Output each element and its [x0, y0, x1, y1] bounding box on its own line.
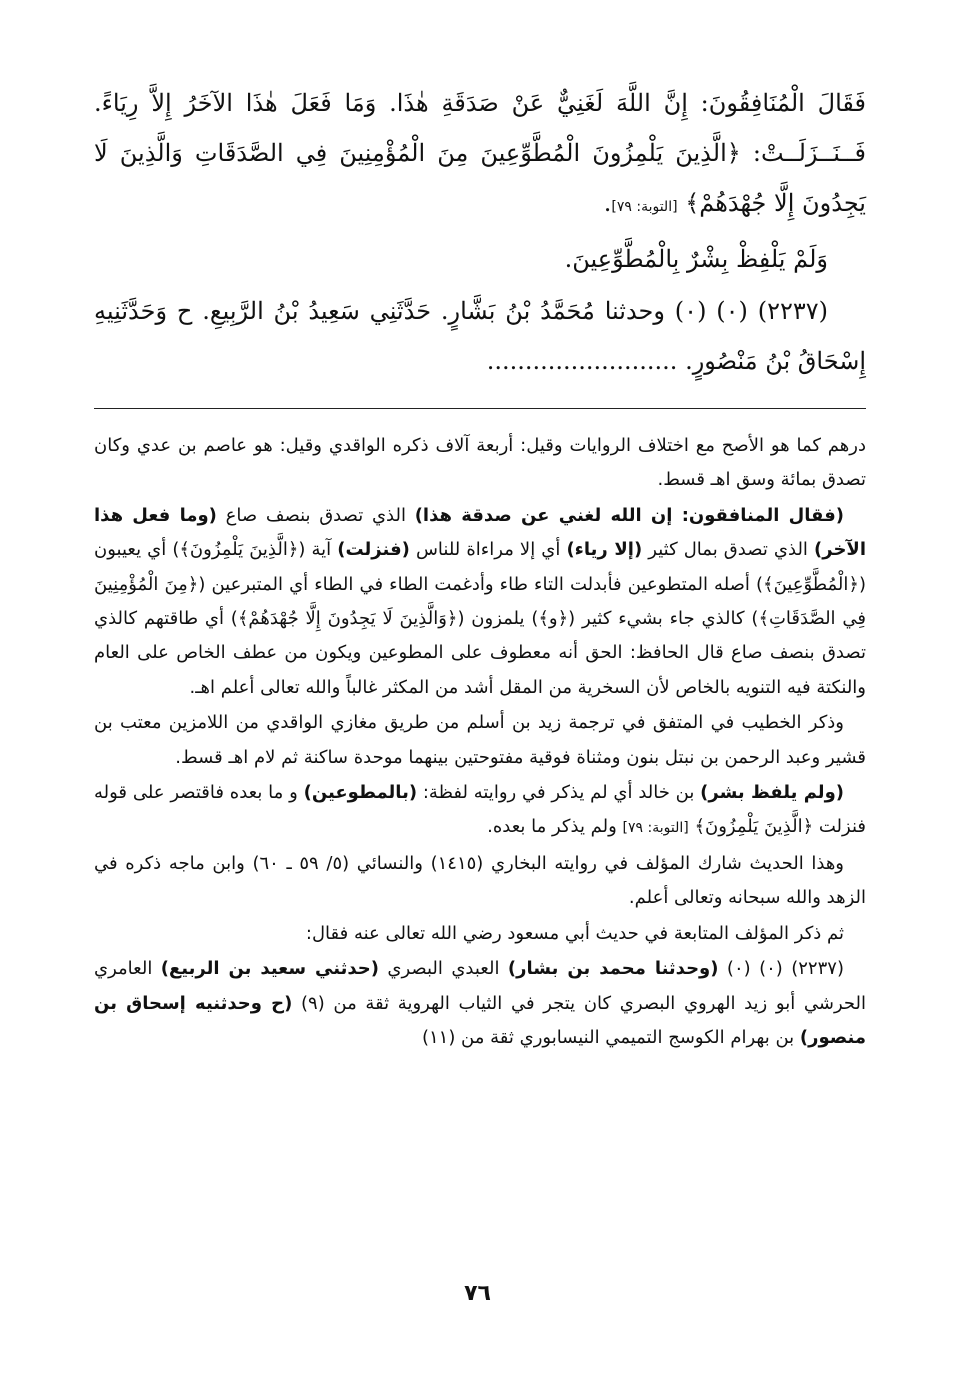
commentary-paragraph-7: [94, 952, 866, 1055]
commentary-paragraph-3: وذكر الخطيب في المتفق في ترجمة زيد بن أسلم من طريق مغازي الواقدي من اللامزين معتب بن قشير وعبد الرحمن بن نبتل بنون ومثناة فوقية مفتوحتين بينهما موحدة ساكنة ثم لام اهـ قسط.: [94, 712, 866, 768]
commentary-text: ) أي طاقتهم كالذي تصدق بنصف صاع قال الحافظ: الحق أنه معطوف على المطوعين ويكون من عطف الخاص على العام والنكتة فيه التنويه بالخاص لأن السخرية من المقل أشد من المكثر غالباً والله تعالى أعلم اهـ.: [94, 608, 866, 698]
bold-quote: (إلا رياء): [566, 539, 643, 561]
commentary-text: ) أصله المتطوعين فأبدلت التاء طاء وأدغمت الطاء في الطاء أي المتبرعين (: [198, 573, 764, 595]
quran-quote: ﴿مِنَ الْمُؤْمِنِينَ فِي الصَّدَقَاتِ﴾: [94, 573, 867, 630]
commentary-paragraph-4: [94, 776, 866, 846]
commentary-text: (٢٢٣٧) (٠) (٠): [718, 958, 844, 980]
commentary-paragraph-5: وهذا الحديث شارك المؤلف في روايته البخاري (١٤١٥) والنسائي (٥/ ٥٩ ـ ٦٠) وابن ماجه ذكره في الزهد والله سبحانه وتعالى أعلم.: [94, 852, 866, 909]
commentary-text: أي إلا مراءاة للناس: [409, 539, 567, 561]
commentary-text: ) كالذي جاء بشيء كثير (: [568, 608, 759, 630]
bold-quote: (فنزلت): [337, 539, 410, 561]
commentary-text: بن بهرام الكوسج التميمي النيسابوري ثقة من (١١): [421, 1026, 800, 1048]
commentary-paragraph-2: [94, 499, 866, 705]
verse-reference: [التوبة: ٧٩]: [622, 820, 689, 837]
commentary-text: ) أي يعيبون (: [94, 539, 866, 595]
commentary-text: بن خالد أي لم يذكر في روايته لفظة:: [417, 782, 701, 804]
bold-quote: (وحدثنا محمد بن بشار): [507, 958, 719, 980]
commentary-paragraph-6: ثم ذكر المؤلف المتابعة في حديث أبي مسعود رضي الله تعالى عنه فقال:: [305, 922, 844, 944]
dotted-leader: .........................: [486, 347, 678, 375]
page-number: ٧٦: [464, 1281, 491, 1306]
main-paragraph-1: [94, 78, 866, 232]
quran-quote: ﴿وَالَّذِينَ لَا يَجِدُونَ إِلَّا جُهْدَهُمْ﴾: [237, 608, 458, 630]
main-paragraph-2: وَلَمْ يَلْفِظْ بِشْرٌ بِالْمُطَّوِّعِينَ.: [564, 245, 828, 273]
commentary-text: ) يلمزون (: [457, 608, 539, 630]
main-paragraph-3: [94, 286, 866, 386]
commentary-paragraph-1: درهم كما هو الأصح مع اختلاف الروايات وقيل: أربعة آلاف ذكره الواقدي وقيل: هو عاصم بن عدي وكان تصدق بمائة وسق اهـ قسط.: [94, 435, 866, 491]
bold-quote: (حدثني سعيد بن الربيع): [160, 958, 379, 980]
bold-quote: (وما فعل هذا الآخر): [94, 504, 866, 561]
quran-quote: ﴿الَّذِينَ يَلْمِزُونَ﴾: [694, 816, 814, 838]
hadith-chain: (٢٢٣٧) (٠) (٠) وحدثنا مُحَمَّدُ بْنُ بَشَّارٍ. حَدَّثَنِي سَعِيدُ بْنُ الرَّبِيعِ. ح وَحَدَّثَنِيهِ إِسْحَاقُ بْنُ مَنْصُورٍ.: [94, 297, 866, 375]
bold-quote: (فقال المنافقون: إن الله لغني عن صدقة هذا): [414, 504, 844, 526]
verse-reference: [التوبة: ٧٩]: [611, 199, 678, 215]
commentary-text: الذي تصدق بمال كثير: [642, 539, 815, 561]
main-text-line: فَقَالَ الْمُنَافِقُونَ: إِنَّ اللَّهَ لَغَنِيٌّ عَنْ صَدَقَةِ هٰذَا. وَمَا فَعَلَ هٰذَا الآخَرُ إِلاَّ رِيَاءً. فَــنَــزَلَــتْ:: [94, 89, 866, 167]
commentary: [94, 429, 866, 1055]
footnote-divider: [94, 408, 866, 409]
commentary-text: آية (: [298, 539, 338, 561]
quran-quote: ﴿الْمُطَّوِّعِينَ﴾: [763, 573, 859, 595]
commentary-text: و ما بعده فاقتصر على قوله فنزلت: [94, 782, 866, 838]
commentary-text: الذي تصدق بنصف صاع: [216, 504, 415, 526]
commentary-text: العامري الحرشي أبو زيد الهروي البصري كان يتجر في الثياب الهروية ثقة من (٩): [94, 958, 866, 1014]
quran-quote: ﴿الَّذِينَ يَلْمِزُونَ﴾: [179, 539, 299, 561]
quran-verse: ﴿الَّذِينَ يَلْمِزُونَ الْمُطَّوِّعِينَ مِنَ الْمُؤْمِنِينَ فِي الصَّدَقَاتِ وَالَّذِينَ لَا يَجِدُونَ إِلَّا جُهْدَهُمْ﴾: [94, 139, 866, 217]
bold-quote: (ح وحدثنيه إسحاق بن منصور): [94, 992, 866, 1048]
main-text-line: .: [603, 189, 612, 217]
quran-quote: ﴿و﴾: [538, 608, 569, 630]
bold-quote: (ولم يلفظ بشر): [700, 782, 844, 804]
commentary-text: العبدي البصري: [378, 958, 508, 980]
main-text: [94, 78, 866, 386]
commentary-text: ولم يذكر ما بعده.: [487, 816, 623, 838]
bold-quote: (بالمطوعين): [303, 782, 418, 804]
page-content: [94, 78, 866, 1056]
